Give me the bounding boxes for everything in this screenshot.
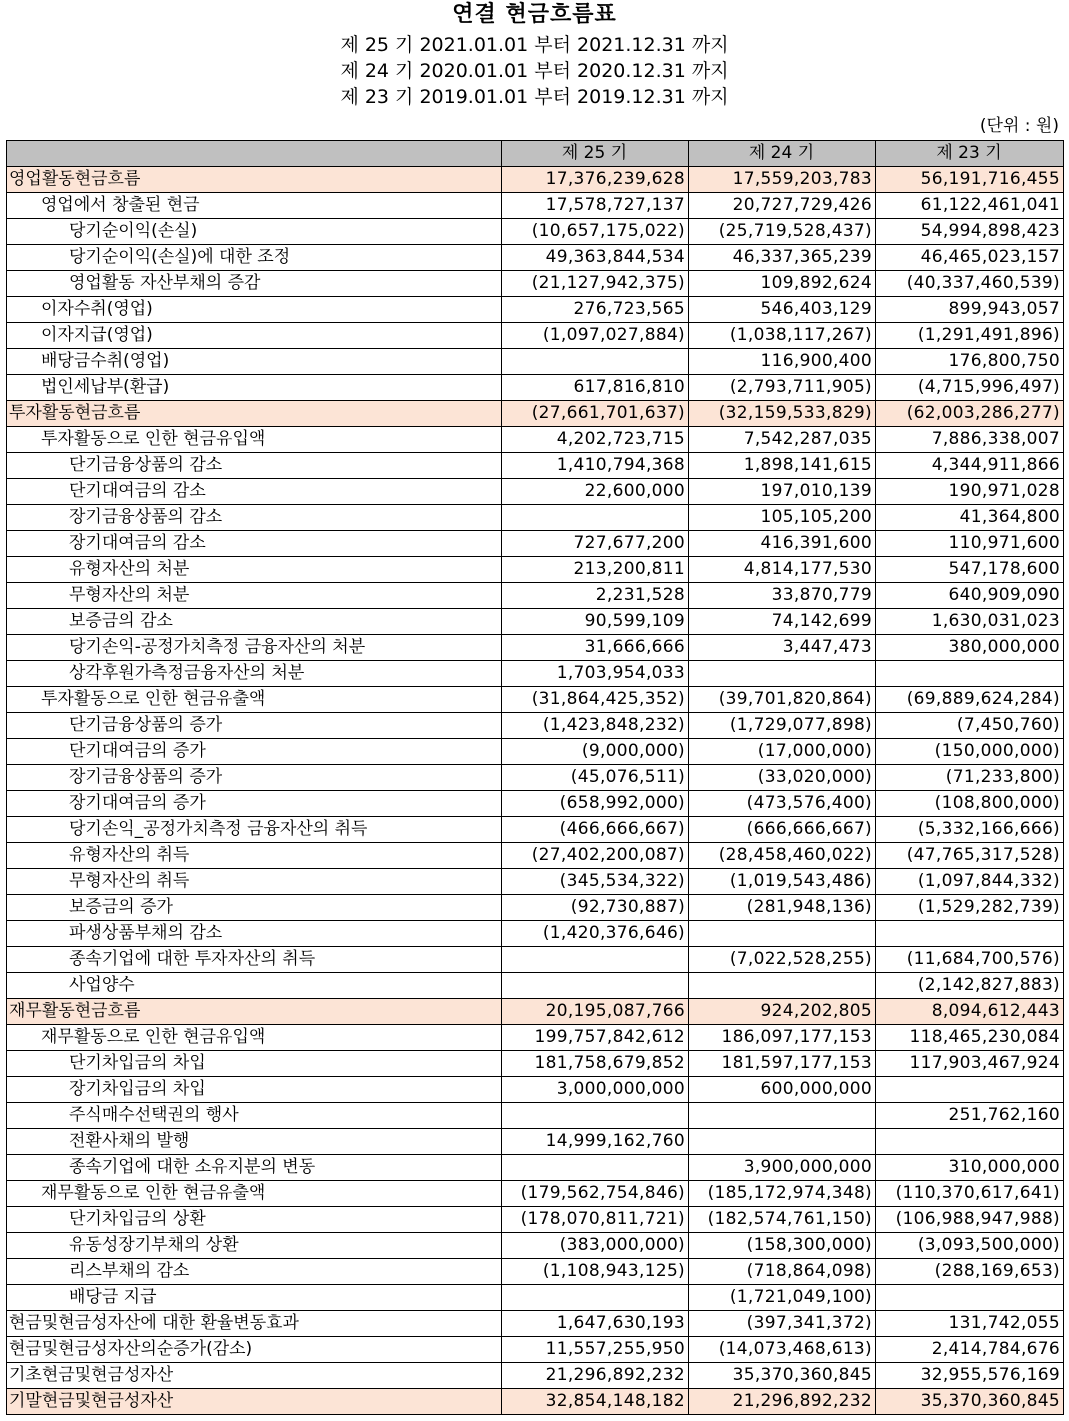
value-period-25: 21,296,892,232 — [502, 1363, 689, 1389]
row-label: 유형자산의 처분 — [7, 557, 502, 583]
value-period-24: 3,900,000,000 — [689, 1155, 876, 1181]
table-row — [7, 1311, 1064, 1337]
document-title: 연결 현금흐름표 — [452, 2, 617, 27]
value-period-23: 2,414,784,676 — [876, 1337, 1064, 1363]
row-label: 이자지급(영업) — [7, 323, 502, 349]
value-period-25 — [502, 349, 689, 375]
value-period-24 — [689, 973, 876, 999]
period-line-24: 제 24 기 2020.01.01 부터 2020.12.31 까지 — [340, 60, 729, 82]
row-label: 장기금융상품의 감소 — [7, 505, 502, 531]
value-period-23 — [876, 661, 1064, 687]
value-period-24 — [689, 1129, 876, 1155]
row-label: 현금및현금성자산에 대한 환율변동효과 — [7, 1311, 502, 1337]
value-period-23: 56,191,716,455 — [876, 167, 1064, 193]
table-row — [7, 1103, 1064, 1129]
row-label: 단기대여금의 증가 — [7, 739, 502, 765]
row-label: 재무활동현금흐름 — [7, 999, 502, 1025]
table-row — [7, 895, 1064, 921]
value-period-24: 197,010,139 — [689, 479, 876, 505]
table-row — [7, 505, 1064, 531]
value-period-23: (1,291,491,896) — [876, 323, 1064, 349]
table-row — [7, 869, 1064, 895]
value-period-25: 1,703,954,033 — [502, 661, 689, 687]
row-label: 유동성장기부채의 상환 — [7, 1233, 502, 1259]
value-period-23: (4,715,996,497) — [876, 375, 1064, 401]
row-label: 단기금융상품의 증가 — [7, 713, 502, 739]
column-header-period-25: 제 25 기 — [502, 141, 689, 167]
table-row — [7, 765, 1064, 791]
value-period-25: 1,410,794,368 — [502, 453, 689, 479]
value-period-23: (40,337,460,539) — [876, 271, 1064, 297]
value-period-25: 14,999,162,760 — [502, 1129, 689, 1155]
value-period-25: (658,992,000) — [502, 791, 689, 817]
value-period-24: 181,597,177,153 — [689, 1051, 876, 1077]
row-label: 영업활동현금흐름 — [7, 167, 502, 193]
row-label: 장기대여금의 감소 — [7, 531, 502, 557]
value-period-25: 2,231,528 — [502, 583, 689, 609]
section-row — [7, 401, 1064, 427]
table-row — [7, 1181, 1064, 1207]
value-period-23 — [876, 921, 1064, 947]
table-row — [7, 1285, 1064, 1311]
value-period-23: (3,093,500,000) — [876, 1233, 1064, 1259]
value-period-23: (11,684,700,576) — [876, 947, 1064, 973]
value-period-24: 46,337,365,239 — [689, 245, 876, 271]
value-period-23: 899,943,057 — [876, 297, 1064, 323]
row-label: 재무활동으로 인한 현금유입액 — [7, 1025, 502, 1051]
value-period-24: (1,038,117,267) — [689, 323, 876, 349]
table-row — [7, 375, 1064, 401]
table-row — [7, 1207, 1064, 1233]
value-period-23: 35,370,360,845 — [876, 1389, 1064, 1415]
table-row — [7, 271, 1064, 297]
value-period-25: 49,363,844,534 — [502, 245, 689, 271]
row-label: 보증금의 증가 — [7, 895, 502, 921]
value-period-25: 181,758,679,852 — [502, 1051, 689, 1077]
value-period-24: 20,727,729,426 — [689, 193, 876, 219]
value-period-23: 251,762,160 — [876, 1103, 1064, 1129]
row-label: 무형자산의 처분 — [7, 583, 502, 609]
row-label: 당기손익-공정가치측정 금융자산의 처분 — [7, 635, 502, 661]
value-period-24: 7,542,287,035 — [689, 427, 876, 453]
value-period-24: 3,447,473 — [689, 635, 876, 661]
table-row — [7, 219, 1064, 245]
value-period-23: 61,122,461,041 — [876, 193, 1064, 219]
value-period-23: (106,988,947,988) — [876, 1207, 1064, 1233]
table-row — [7, 297, 1064, 323]
value-period-25: (92,730,887) — [502, 895, 689, 921]
value-period-25: 3,000,000,000 — [502, 1077, 689, 1103]
table-row — [7, 1233, 1064, 1259]
value-period-25 — [502, 1285, 689, 1311]
table-row — [7, 843, 1064, 869]
value-period-25: 199,757,842,612 — [502, 1025, 689, 1051]
row-label: 배당금수취(영업) — [7, 349, 502, 375]
value-period-23 — [876, 1129, 1064, 1155]
value-period-25 — [502, 947, 689, 973]
value-period-23: 176,800,750 — [876, 349, 1064, 375]
row-label: 투자활동으로 인한 현금유입액 — [7, 427, 502, 453]
value-period-25: 31,666,666 — [502, 635, 689, 661]
value-period-23: (150,000,000) — [876, 739, 1064, 765]
table-row — [7, 557, 1064, 583]
value-period-25: (1,420,376,646) — [502, 921, 689, 947]
section-row — [7, 167, 1064, 193]
value-period-24: 4,814,177,530 — [689, 557, 876, 583]
row-label: 당기손익_공정가치측정 금융자산의 취득 — [7, 817, 502, 843]
value-period-25: (31,864,425,352) — [502, 687, 689, 713]
value-period-25: (179,562,754,846) — [502, 1181, 689, 1207]
value-period-23: (108,800,000) — [876, 791, 1064, 817]
row-label: 법인세납부(환급) — [7, 375, 502, 401]
value-period-25: (1,423,848,232) — [502, 713, 689, 739]
value-period-23: 4,344,911,866 — [876, 453, 1064, 479]
value-period-25 — [502, 505, 689, 531]
table-row — [7, 1077, 1064, 1103]
row-label: 주식매수선택권의 행사 — [7, 1103, 502, 1129]
value-period-23: (2,142,827,883) — [876, 973, 1064, 999]
row-label: 영업활동 자산부채의 증감 — [7, 271, 502, 297]
value-period-25: 213,200,811 — [502, 557, 689, 583]
value-period-24: 33,870,779 — [689, 583, 876, 609]
value-period-23: 117,903,467,924 — [876, 1051, 1064, 1077]
value-period-23: 1,630,031,023 — [876, 609, 1064, 635]
row-label: 기초현금및현금성자산 — [7, 1363, 502, 1389]
row-label: 종속기업에 대한 투자자산의 취득 — [7, 947, 502, 973]
period-line-25: 제 25 기 2021.01.01 부터 2021.12.31 까지 — [340, 34, 729, 56]
value-period-25: (27,402,200,087) — [502, 843, 689, 869]
table-header-row — [7, 141, 1064, 167]
table-row — [7, 947, 1064, 973]
value-period-25: 617,816,810 — [502, 375, 689, 401]
value-period-25: (45,076,511) — [502, 765, 689, 791]
value-period-24: (158,300,000) — [689, 1233, 876, 1259]
section-row — [7, 1389, 1064, 1415]
value-period-23: 131,742,055 — [876, 1311, 1064, 1337]
value-period-25: 22,600,000 — [502, 479, 689, 505]
row-label: 종속기업에 대한 소유지분의 변동 — [7, 1155, 502, 1181]
table-row — [7, 193, 1064, 219]
value-period-25: (466,666,667) — [502, 817, 689, 843]
value-period-23: (1,097,844,332) — [876, 869, 1064, 895]
row-label: 리스부채의 감소 — [7, 1259, 502, 1285]
value-period-25: 32,854,148,182 — [502, 1389, 689, 1415]
value-period-23: (62,003,286,277) — [876, 401, 1064, 427]
table-row — [7, 323, 1064, 349]
value-period-25: (1,097,027,884) — [502, 323, 689, 349]
table-row — [7, 427, 1064, 453]
table-row — [7, 791, 1064, 817]
value-period-24: 416,391,600 — [689, 531, 876, 557]
value-period-25 — [502, 973, 689, 999]
value-period-24: (1,019,543,486) — [689, 869, 876, 895]
value-period-24: (32,159,533,829) — [689, 401, 876, 427]
table-row — [7, 1025, 1064, 1051]
value-period-24: 116,900,400 — [689, 349, 876, 375]
value-period-25: 1,647,630,193 — [502, 1311, 689, 1337]
row-label: 장기금융상품의 증가 — [7, 765, 502, 791]
value-period-24: (39,701,820,864) — [689, 687, 876, 713]
value-period-25: 727,677,200 — [502, 531, 689, 557]
row-label: 보증금의 감소 — [7, 609, 502, 635]
value-period-24: 21,296,892,232 — [689, 1389, 876, 1415]
value-period-24: (718,864,098) — [689, 1259, 876, 1285]
value-period-25: (9,000,000) — [502, 739, 689, 765]
row-label: 기말현금및현금성자산 — [7, 1389, 502, 1415]
value-period-23: (110,370,617,641) — [876, 1181, 1064, 1207]
table-row — [7, 609, 1064, 635]
row-label: 전환사채의 발행 — [7, 1129, 502, 1155]
value-period-24: (25,719,528,437) — [689, 219, 876, 245]
value-period-23: 310,000,000 — [876, 1155, 1064, 1181]
value-period-24: (473,576,400) — [689, 791, 876, 817]
value-period-24: 1,898,141,615 — [689, 453, 876, 479]
value-period-23: 8,094,612,443 — [876, 999, 1064, 1025]
row-label: 배당금 지급 — [7, 1285, 502, 1311]
value-period-23: (288,169,653) — [876, 1259, 1064, 1285]
value-period-23 — [876, 1077, 1064, 1103]
row-label: 단기차입금의 상환 — [7, 1207, 502, 1233]
unit-label: (단위 : 원) — [979, 116, 1059, 136]
value-period-23: 7,886,338,007 — [876, 427, 1064, 453]
value-period-25: (27,661,701,637) — [502, 401, 689, 427]
value-period-23: 110,971,600 — [876, 531, 1064, 557]
value-period-23: (71,233,800) — [876, 765, 1064, 791]
value-period-23 — [876, 1285, 1064, 1311]
row-label: 장기차입금의 차입 — [7, 1077, 502, 1103]
table-row — [7, 583, 1064, 609]
section-row — [7, 999, 1064, 1025]
value-period-24: (17,000,000) — [689, 739, 876, 765]
row-label: 장기대여금의 증가 — [7, 791, 502, 817]
value-period-23: 41,364,800 — [876, 505, 1064, 531]
row-label: 사업양수 — [7, 973, 502, 999]
row-label: 단기대여금의 감소 — [7, 479, 502, 505]
table-row — [7, 713, 1064, 739]
row-label: 당기순이익(손실)에 대한 조정 — [7, 245, 502, 271]
row-label: 당기순이익(손실) — [7, 219, 502, 245]
value-period-24: 924,202,805 — [689, 999, 876, 1025]
value-period-24: (28,458,460,022) — [689, 843, 876, 869]
column-header-label — [7, 141, 502, 167]
value-period-24: (185,172,974,348) — [689, 1181, 876, 1207]
cash-flow-table — [6, 140, 1064, 1415]
value-period-24: (397,341,372) — [689, 1311, 876, 1337]
value-period-24: (182,574,761,150) — [689, 1207, 876, 1233]
value-period-24: 600,000,000 — [689, 1077, 876, 1103]
value-period-23: (7,450,760) — [876, 713, 1064, 739]
table-row — [7, 635, 1064, 661]
table-row — [7, 349, 1064, 375]
value-period-23: 32,955,576,169 — [876, 1363, 1064, 1389]
row-label: 영업에서 창출된 현금 — [7, 193, 502, 219]
value-period-24: 17,559,203,783 — [689, 167, 876, 193]
value-period-24 — [689, 1103, 876, 1129]
value-period-24 — [689, 661, 876, 687]
row-label: 재무활동으로 인한 현금유출액 — [7, 1181, 502, 1207]
row-label: 단기차입금의 차입 — [7, 1051, 502, 1077]
value-period-25: (178,070,811,721) — [502, 1207, 689, 1233]
row-label: 투자활동현금흐름 — [7, 401, 502, 427]
table-row — [7, 817, 1064, 843]
table-row — [7, 245, 1064, 271]
value-period-25: (1,108,943,125) — [502, 1259, 689, 1285]
value-period-23: (5,332,166,666) — [876, 817, 1064, 843]
value-period-25: (10,657,175,022) — [502, 219, 689, 245]
table-row — [7, 739, 1064, 765]
value-period-25: (383,000,000) — [502, 1233, 689, 1259]
row-label: 유형자산의 취득 — [7, 843, 502, 869]
value-period-24: 546,403,129 — [689, 297, 876, 323]
period-line-23: 제 23 기 2019.01.01 부터 2019.12.31 까지 — [340, 86, 729, 108]
row-label: 이자수취(영업) — [7, 297, 502, 323]
row-label: 단기금융상품의 감소 — [7, 453, 502, 479]
table-row — [7, 1363, 1064, 1389]
row-label: 파생상품부채의 감소 — [7, 921, 502, 947]
value-period-23: (47,765,317,528) — [876, 843, 1064, 869]
table-row — [7, 687, 1064, 713]
value-period-25: 11,557,255,950 — [502, 1337, 689, 1363]
value-period-25: 90,599,109 — [502, 609, 689, 635]
table-row — [7, 1155, 1064, 1181]
value-period-23: (69,889,624,284) — [876, 687, 1064, 713]
row-label: 상각후원가측정금융자산의 처분 — [7, 661, 502, 687]
value-period-24: (1,721,049,100) — [689, 1285, 876, 1311]
value-period-25: 276,723,565 — [502, 297, 689, 323]
table-row — [7, 531, 1064, 557]
value-period-23: 46,465,023,157 — [876, 245, 1064, 271]
value-period-25 — [502, 1155, 689, 1181]
column-header-period-24: 제 24 기 — [689, 141, 876, 167]
value-period-23: 118,465,230,084 — [876, 1025, 1064, 1051]
value-period-24: (281,948,136) — [689, 895, 876, 921]
value-period-24: 74,142,699 — [689, 609, 876, 635]
value-period-24: (1,729,077,898) — [689, 713, 876, 739]
value-period-25 — [502, 1103, 689, 1129]
table-row — [7, 1051, 1064, 1077]
row-label: 현금및현금성자산의순증가(감소) — [7, 1337, 502, 1363]
value-period-25: (21,127,942,375) — [502, 271, 689, 297]
value-period-23: 190,971,028 — [876, 479, 1064, 505]
table-row — [7, 973, 1064, 999]
table-row — [7, 453, 1064, 479]
value-period-24: 186,097,177,153 — [689, 1025, 876, 1051]
table-row — [7, 1337, 1064, 1363]
value-period-23: 547,178,600 — [876, 557, 1064, 583]
value-period-24: 105,105,200 — [689, 505, 876, 531]
value-period-24: 35,370,360,845 — [689, 1363, 876, 1389]
value-period-25: 17,578,727,137 — [502, 193, 689, 219]
value-period-24: (7,022,528,255) — [689, 947, 876, 973]
table-row — [7, 479, 1064, 505]
value-period-24: (33,020,000) — [689, 765, 876, 791]
value-period-25: 20,195,087,766 — [502, 999, 689, 1025]
value-period-24: 109,892,624 — [689, 271, 876, 297]
row-label: 무형자산의 취득 — [7, 869, 502, 895]
table-row — [7, 661, 1064, 687]
value-period-23: (1,529,282,739) — [876, 895, 1064, 921]
value-period-24: (14,073,468,613) — [689, 1337, 876, 1363]
value-period-25: (345,534,322) — [502, 869, 689, 895]
value-period-24 — [689, 921, 876, 947]
value-period-24: (2,793,711,905) — [689, 375, 876, 401]
table-row — [7, 1129, 1064, 1155]
value-period-25: 4,202,723,715 — [502, 427, 689, 453]
value-period-23: 640,909,090 — [876, 583, 1064, 609]
row-label: 투자활동으로 인한 현금유출액 — [7, 687, 502, 713]
table-row — [7, 921, 1064, 947]
value-period-23: 380,000,000 — [876, 635, 1064, 661]
value-period-23: 54,994,898,423 — [876, 219, 1064, 245]
table-row — [7, 1259, 1064, 1285]
column-header-period-23: 제 23 기 — [876, 141, 1064, 167]
value-period-24: (666,666,667) — [689, 817, 876, 843]
value-period-25: 17,376,239,628 — [502, 167, 689, 193]
